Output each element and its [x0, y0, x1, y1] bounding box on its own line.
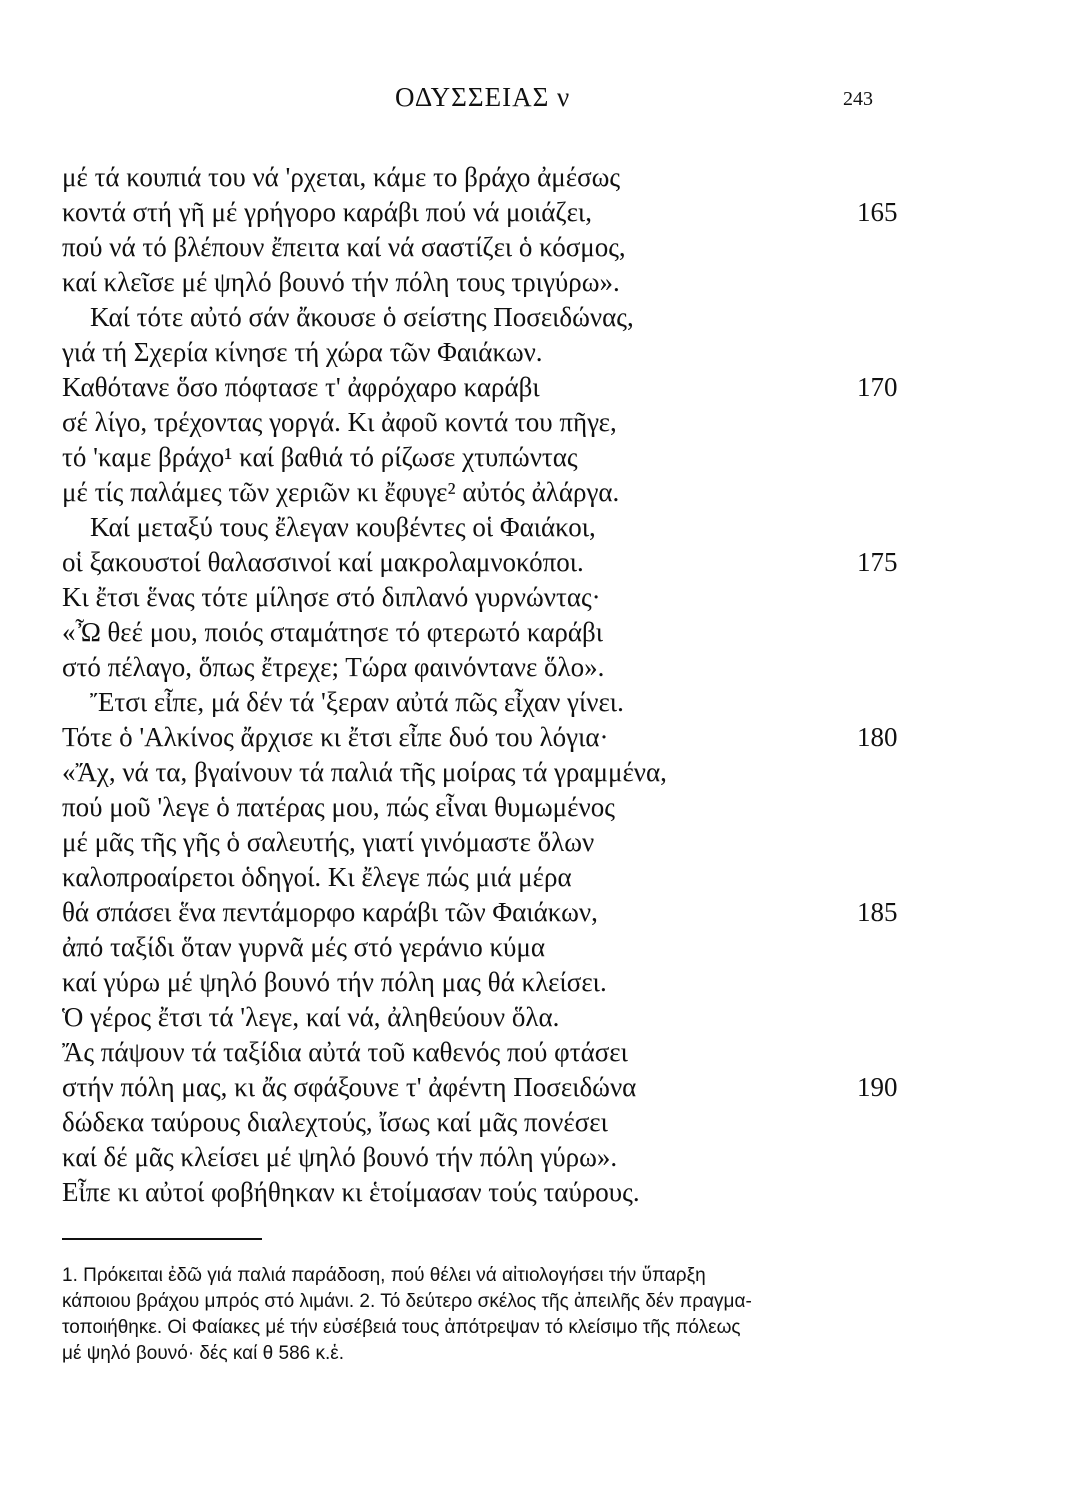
verse-text: καί γύρω μέ ψηλό βουνό τήν πόλη μας θά κλείσει. — [62, 967, 607, 997]
footnote-line: κάποιου βράχου μπρός στό λιμάνι. 2. Τό δεύτερο σκέλος τῆς ἀπειλῆς δέν πραγμα- — [62, 1291, 752, 1312]
verse-line — [62, 195, 912, 230]
page-number: 243 — [843, 88, 873, 110]
line-number: 180 — [857, 722, 898, 752]
verse-line — [62, 545, 912, 580]
verse-line — [62, 1140, 912, 1175]
footnotes — [62, 1263, 900, 1367]
verse-line — [62, 335, 912, 370]
verse-text: πού μοῦ 'λεγε ὁ πατέρας μου, πώς εἶναι θυμωμένος — [62, 792, 615, 822]
verse-text: «Ὦ θεέ μου, ποιός σταμάτησε τό φτερωτό καράβι — [62, 617, 604, 647]
verse-text: θά σπάσει ἕνα πεντάμορφο καράβι τῶν Φαιάκων, — [62, 897, 598, 927]
verse-text: ἀπό ταξίδι ὅταν γυρνᾶ μές στό γεράνιο κύμα — [62, 932, 546, 962]
verse-text: μέ τά κουπιά του νά 'ρχεται, κάμε το βράχο ἀμέσως — [62, 162, 621, 192]
verse-text: Ἄς πάψουν τά ταξίδια αὐτά τοῦ καθενός πού φτάσει — [62, 1037, 628, 1067]
verse-line — [62, 825, 912, 860]
verse-line — [62, 160, 912, 195]
line-number: 185 — [857, 897, 898, 927]
verse-text: μέ τίς παλάμες τῶν χεριῶν κι ἔφυγε² αὐτός ἀλάργα. — [62, 477, 620, 507]
verse-text: Εἶπε κι αὐτοί φοβήθηκαν κι ἑτοίμασαν τούς ταύρους. — [62, 1177, 640, 1207]
verse-text: Ὁ γέρος ἔτσι τά 'λεγε, καί νά, ἀληθεύουν ὅλα. — [62, 1002, 560, 1032]
running-head — [0, 82, 1085, 118]
line-number: 165 — [857, 197, 898, 227]
line-number: 175 — [857, 547, 898, 577]
verse-text: στήν πόλη μας, κι ἄς σφάξουνε τ' ἀφέντη Ποσειδώνα — [62, 1072, 637, 1102]
verse-line — [62, 930, 912, 965]
verse-line — [62, 300, 912, 335]
verse-text: Ἔτσι εἶπε, μά δέν τά 'ξεραν αὐτά πῶς εἶχαν γίνει. — [90, 687, 624, 717]
verse-text: μέ μᾶς τῆς γῆς ὁ σαλευτής, γιατί γινόμαστε ὅλων — [62, 827, 595, 857]
verse-text: καί δέ μᾶς κλείσει μέ ψηλό βουνό τήν πόλη γύρω». — [62, 1142, 618, 1172]
verse-line — [62, 510, 912, 545]
verse-text: δώδεκα ταύρους διαλεχτούς, ἴσως καί μᾶς πονέσει — [62, 1107, 608, 1137]
verse-text: Κι ἔτσι ἕνας τότε μίλησε στό διπλανό γυρνώντας· — [62, 582, 601, 612]
verse-text: Τότε ὁ 'Αλκίνος ἄρχισε κι ἔτσι εἶπε δυό του λόγια· — [62, 722, 609, 752]
line-number: 190 — [857, 1072, 898, 1102]
poem-body — [62, 160, 912, 1210]
verse-line — [62, 650, 912, 685]
verse-line — [62, 685, 912, 720]
verse-line — [62, 895, 912, 930]
verse-text: Καί μεταξύ τους ἔλεγαν κουβέντες οἱ Φαιάκοι, — [90, 512, 596, 542]
verse-text: οἱ ξακουστοί θαλασσινοί καί μακρολαμνοκόποι. — [62, 547, 584, 577]
verse-line — [62, 230, 912, 265]
verse-line — [62, 580, 912, 615]
verse-text: Καθότανε ὅσο πόφτασε τ' ἀφρόχαρο καράβι — [62, 372, 540, 402]
page-title: ΟΔΥΣΣΕΙΑΣ ν — [395, 82, 571, 112]
verse-line — [62, 790, 912, 825]
verse-text: πού νά τό βλέπουν ἔπειτα καί νά σαστίζει ὁ κόσμος, — [62, 232, 626, 262]
verse-line — [62, 720, 912, 755]
verse-line — [62, 755, 912, 790]
verse-text: Καί τότε αὐτό σάν ἄκουσε ὁ σείστης Ποσειδώνας, — [90, 302, 634, 332]
verse-line — [62, 440, 912, 475]
verse-line — [62, 1175, 912, 1210]
verse-line — [62, 405, 912, 440]
verse-text: τό 'καμε βράχο¹ καί βαθιά τό ρίζωσε χτυπώντας — [62, 442, 578, 472]
verse-line — [62, 475, 912, 510]
footnote-line: τοποιήθηκε. Οἱ Φαίακες μέ τήν εὐσέβειά τους ἀπότρεψαν τό κλείσιμο τῆς πόλεως — [62, 1317, 741, 1338]
verse-line — [62, 1000, 912, 1035]
footnote-line: 1. Πρόκειται ἐδῶ γιά παλιά παράδοση, πού θέλει νά αἰτιολογήσει τήν ὕπαρξη — [62, 1265, 706, 1286]
footnote-divider — [62, 1238, 262, 1240]
verse-line — [62, 860, 912, 895]
verse-text: σέ λίγο, τρέχοντας γοργά. Κι ἀφοῦ κοντά του πῆγε, — [62, 407, 617, 437]
verse-line — [62, 615, 912, 650]
footnote-line: μέ ψηλό βουνό· δές καί θ 586 κ.ἑ. — [62, 1343, 345, 1364]
verse-text: κοντά στή γῆ μέ γρήγορο καράβι πού νά μοιάζει, — [62, 197, 592, 227]
verse-line — [62, 1070, 912, 1105]
verse-text: γιά τή Σχερία κίνησε τή χώρα τῶν Φαιάκων. — [62, 337, 543, 367]
verse-line — [62, 1105, 912, 1140]
verse-line — [62, 265, 912, 300]
verse-line — [62, 370, 912, 405]
verse-line — [62, 965, 912, 1000]
verse-text: «Ἄχ, νά τα, βγαίνουν τά παλιά τῆς μοίρας τά γραμμένα, — [62, 757, 667, 787]
verse-text: στό πέλαγο, ὅπως ἔτρεχε; Τώρα φαινόντανε ὅλο». — [62, 652, 605, 682]
verse-text: καί κλεῖσε μέ ψηλό βουνό τήν πόλη τους τριγύρω». — [62, 267, 620, 297]
line-number: 170 — [857, 372, 898, 402]
verse-line — [62, 1035, 912, 1070]
verse-text: καλοπροαίρετοι ὁδηγοί. Κι ἔλεγε πώς μιά μέρα — [62, 862, 572, 892]
